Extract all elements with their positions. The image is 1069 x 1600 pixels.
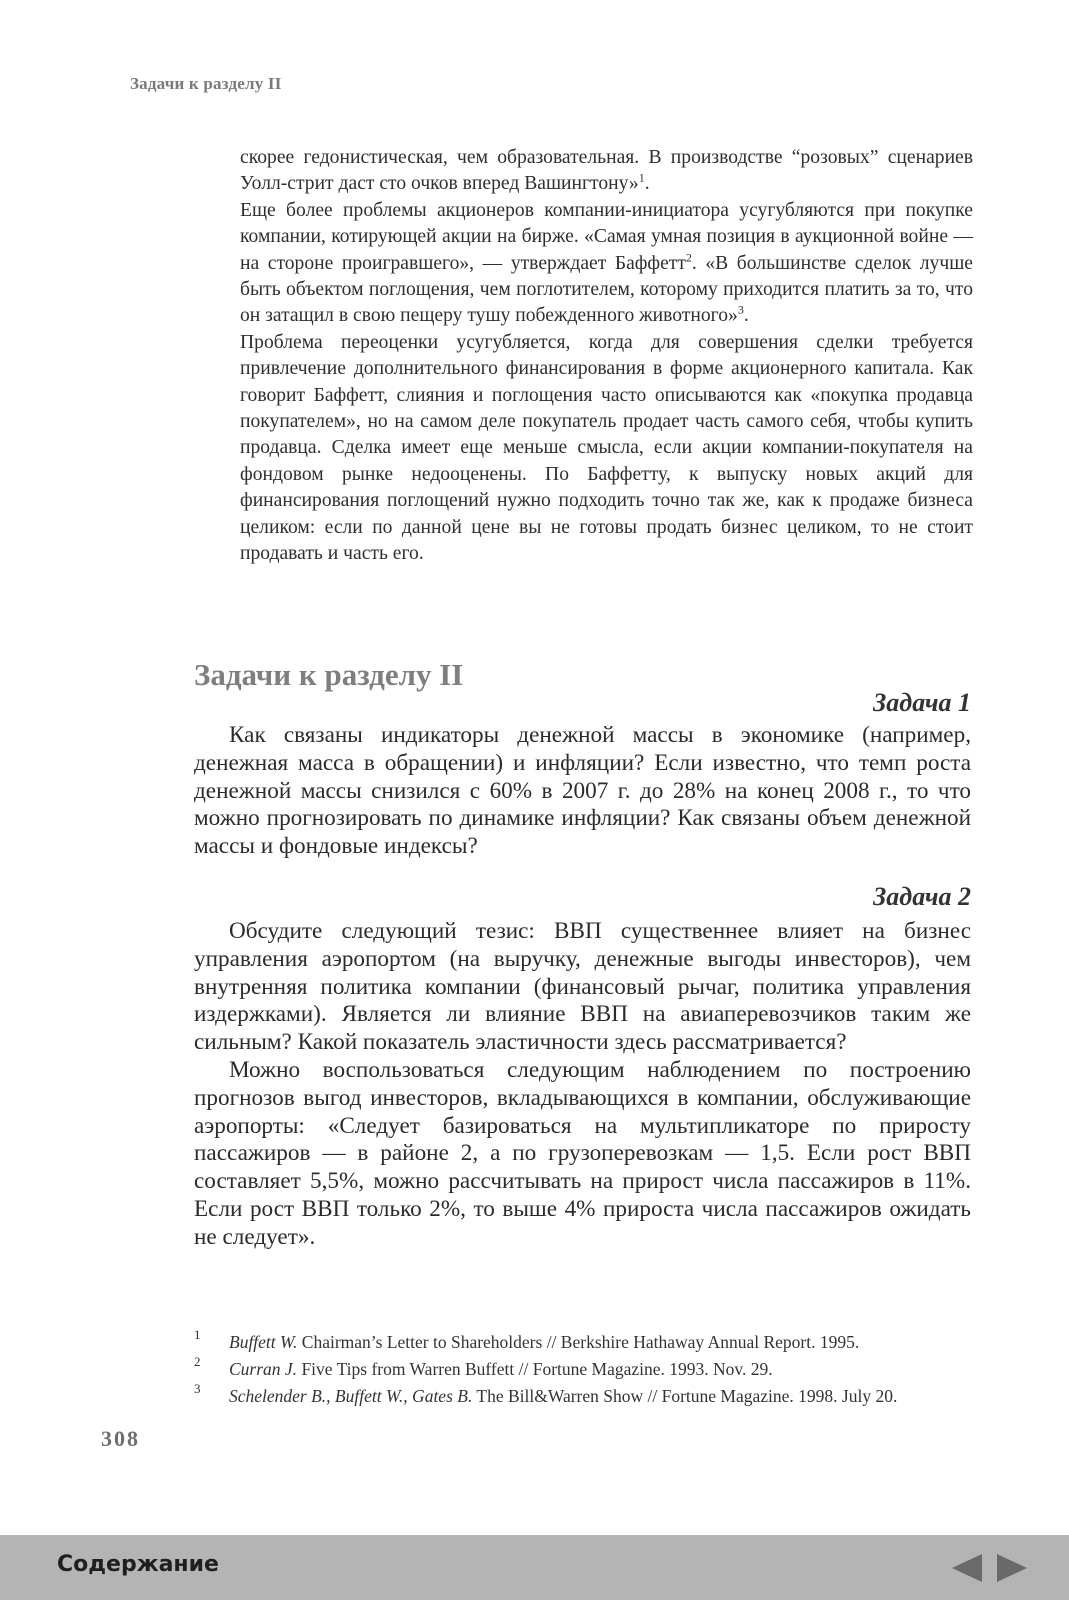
footnote-number: 3 — [194, 1381, 201, 1396]
quote-block — [240, 145, 973, 568]
triangle-left-icon — [950, 1553, 984, 1583]
footnote-number: 1 — [194, 1327, 201, 1342]
footnote-1 — [194, 1327, 994, 1359]
footnote-author: Buffett W. — [229, 1332, 298, 1352]
footnote-number: 2 — [194, 1354, 201, 1369]
footnote-text — [229, 1359, 773, 1380]
footnote-author: Schelender B., Buffett W., Gates B. — [229, 1386, 473, 1406]
task-2-paragraph-2: Можно воспользоваться следующим наблюдением по построению прогнозов выгод инвесторов, вкладывающихся в компании, обслуживающие аэропорты: «Следует базироваться на мультипликаторе по приросту пассажиров — в районе 2, а по грузоперевозкам — 1,5. Если рост ВВП составляет 5,5%, можно рассчитывать на прирост числа пассажиров в 11%. Если рост ВВП только 2%, то выше 4% прироста числа пассажиров ожидать не следует». — [194, 1056, 971, 1250]
navigation-toolbar — [0, 1535, 1069, 1600]
footnote-source: Five Tips from Warren Buffett // Fortune Magazine. 1993. Nov. 29. — [297, 1359, 773, 1379]
task-1-text — [194, 722, 971, 861]
triangle-right-icon — [995, 1553, 1029, 1583]
running-head: Задачи к разделу II — [130, 74, 282, 93]
quote-paragraph-1 — [240, 145, 973, 198]
footnote-ref-3[interactable]: 3 — [737, 302, 744, 317]
quote-p2-part2: . «В большинстве сделок лучше быть объектом поглощения, чем поглотителем, которому приходится платить за то, что он затащил в свою пещеру тушу побежденного животного» — [240, 252, 973, 327]
table-of-contents-link[interactable]: Содержание — [57, 1552, 219, 1577]
quote-p1-after: . — [644, 173, 650, 195]
section-title: Задачи к разделу II — [194, 657, 464, 692]
quote-paragraph-2 — [240, 198, 973, 330]
page-number: 308 — [101, 1426, 140, 1451]
task-1-heading: Задача 1 — [873, 688, 971, 717]
footnote-3 — [194, 1381, 994, 1413]
previous-page-button[interactable] — [950, 1553, 984, 1583]
quote-paragraph-3: Проблема переоценки усугубляется, когда для совершения сделки требуется привлечение дополнительного финансирования в форме акционерного капитала. Как говорит Баффетт, слияния и поглощения часто описываются как «покупка продавца покупателем», но на самом деле покупатель продает часть самого себя, чтобы купить продавца. Сделка имеет еще меньше смысла, если акции компании-покупателя на фондовом рынке недооценены. По Баффетту, к выпуску новых акций для финансирования поглощений нужно подходить точно так же, как к продаже бизнеса целиком: если по данной цене вы не готовы продать бизнес целиком, то не стоит продавать и часть его. — [240, 331, 973, 565]
quote-p2-after: . — [743, 305, 749, 327]
footnote-ref-2[interactable]: 2 — [685, 250, 692, 265]
footnote-text — [229, 1332, 859, 1353]
quote-p1-text: скорее гедонистическая, чем образовательная. В производстве “розовых” сценариев Уолл-стрит даст сто очков вперед Вашингтону» — [240, 147, 973, 195]
footnotes — [194, 1327, 994, 1413]
footnote-source: The Bill&Warren Show // Fortune Magazine. 1998. July 20. — [472, 1386, 898, 1406]
quote-p2-part1: Еще более проблемы акционеров компании-инициатора усугубляются при покупке компании, котирующей акции на бирже. «Самая умная позиция в аукционной войне — на стороне проигравшего», — утверждает Баффетт — [240, 199, 973, 274]
footnote-source: Chairman’s Letter to Shareholders // Berkshire Hathaway Annual Report. 1995. — [297, 1332, 860, 1352]
task-2-text — [194, 918, 971, 1252]
footnote-author: Curran J. — [229, 1359, 298, 1379]
footnote-ref-1[interactable]: 1 — [638, 170, 645, 185]
task-2-heading: Задача 2 — [873, 882, 971, 911]
footnote-2 — [194, 1354, 994, 1386]
task-1-paragraph: Как связаны индикаторы денежной массы в экономике (например, денежная масса в обращении) и инфляции? Если известно, что темп роста денежной массы снизился с 60% в 2007 г. до 28% на конец 2008 г., то что можно прогнозировать по динамике инфляции? Как связаны объем денежной массы и фондовые индексы? — [194, 722, 971, 860]
footnote-text — [229, 1386, 897, 1407]
next-page-button[interactable] — [995, 1553, 1029, 1583]
task-2-paragraph-1: Обсудите следующий тезис: ВВП существеннее влияет на бизнес управления аэропортом (на выручку, денежные выгоды инвесторов), чем внутренняя политика компании (финансовый рычаг, политика управления издержками). Является ли влияние ВВП на авиаперевозчиков таким же сильным? Какой показатель эластичности здесь рассматривается? — [194, 918, 971, 1056]
